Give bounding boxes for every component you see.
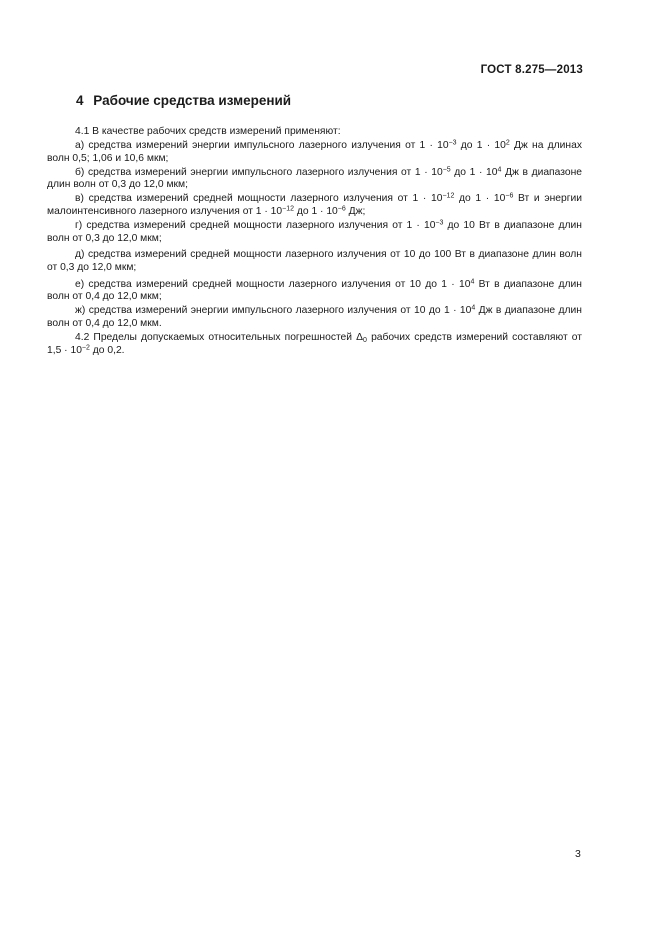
document-code: ГОСТ 8.275—2013 (480, 64, 583, 76)
list-item-d: д) средства измерений средней мощности лазерного излучения от 10 до 100 Вт в диапазоне длин волн от 0,3 до 12,0 мкм; (47, 249, 582, 273)
list-item-v: в) средства измерений средней мощности лазерного излучения от $1 \cdot 10^{-12}$ до $1 \cdot 10^{-6}$ Вт и энергии малоинтенсивного лазерного излучения от $1 \cdot 10^{-12}$ до $1 \cdot 10^{-6}$ Дж; (47, 192, 582, 218)
paragraph-4-2: 4.2 Пределы допускаемых относительных погрешностей $\Delta_0$ рабочих средств измерений составляют от $1,5 \cdot 10^{-2}$ до 0,2. (47, 331, 582, 356)
section-number: 4 (76, 93, 84, 108)
list-item-zh: ж) средства измерений энергии импульсного лазерного излучения от 10 до $1 \cdot 10^4$ Дж в диапазоне длин волн от 0,4 до 12,0 мкм. (47, 304, 582, 329)
list-item-b: б) средства измерений энергии импульсного лазерного излучения от $1 \cdot 10^{-5}$ до $1 \cdot 10^4$ Дж в диапазоне длин волн от 0,3 до 12,0 мкм; (47, 166, 582, 191)
section-body (47, 126, 582, 359)
section-heading (76, 93, 291, 108)
page-number: 3 (575, 848, 581, 860)
list-item-a: а) средства измерений энергии импульсного лазерного излучения от $1 \cdot 10^{-3}$ до $1 \cdot 10^2$ Дж на длинах волн 0,5; 1,06 и 10,6 мкм; (47, 139, 582, 164)
paragraph-4-1: 4.1 В качестве рабочих средств измерений применяют: (75, 126, 341, 137)
section-title: Рабочие средства измерений (93, 93, 292, 108)
list-item-e: е) средства измерений средней мощности лазерного излучения от 10 до $1 \cdot 10^4$ Вт в диапазоне длин волн от 0,4 до 12,0 мкм; (47, 278, 582, 303)
list-item-g: г) средства измерений средней мощности лазерного излучения от $1 \cdot 10^{-3}$ до 10 Вт в диапазоне длин волн от 0,3 до 12,0 мкм; (47, 219, 582, 244)
